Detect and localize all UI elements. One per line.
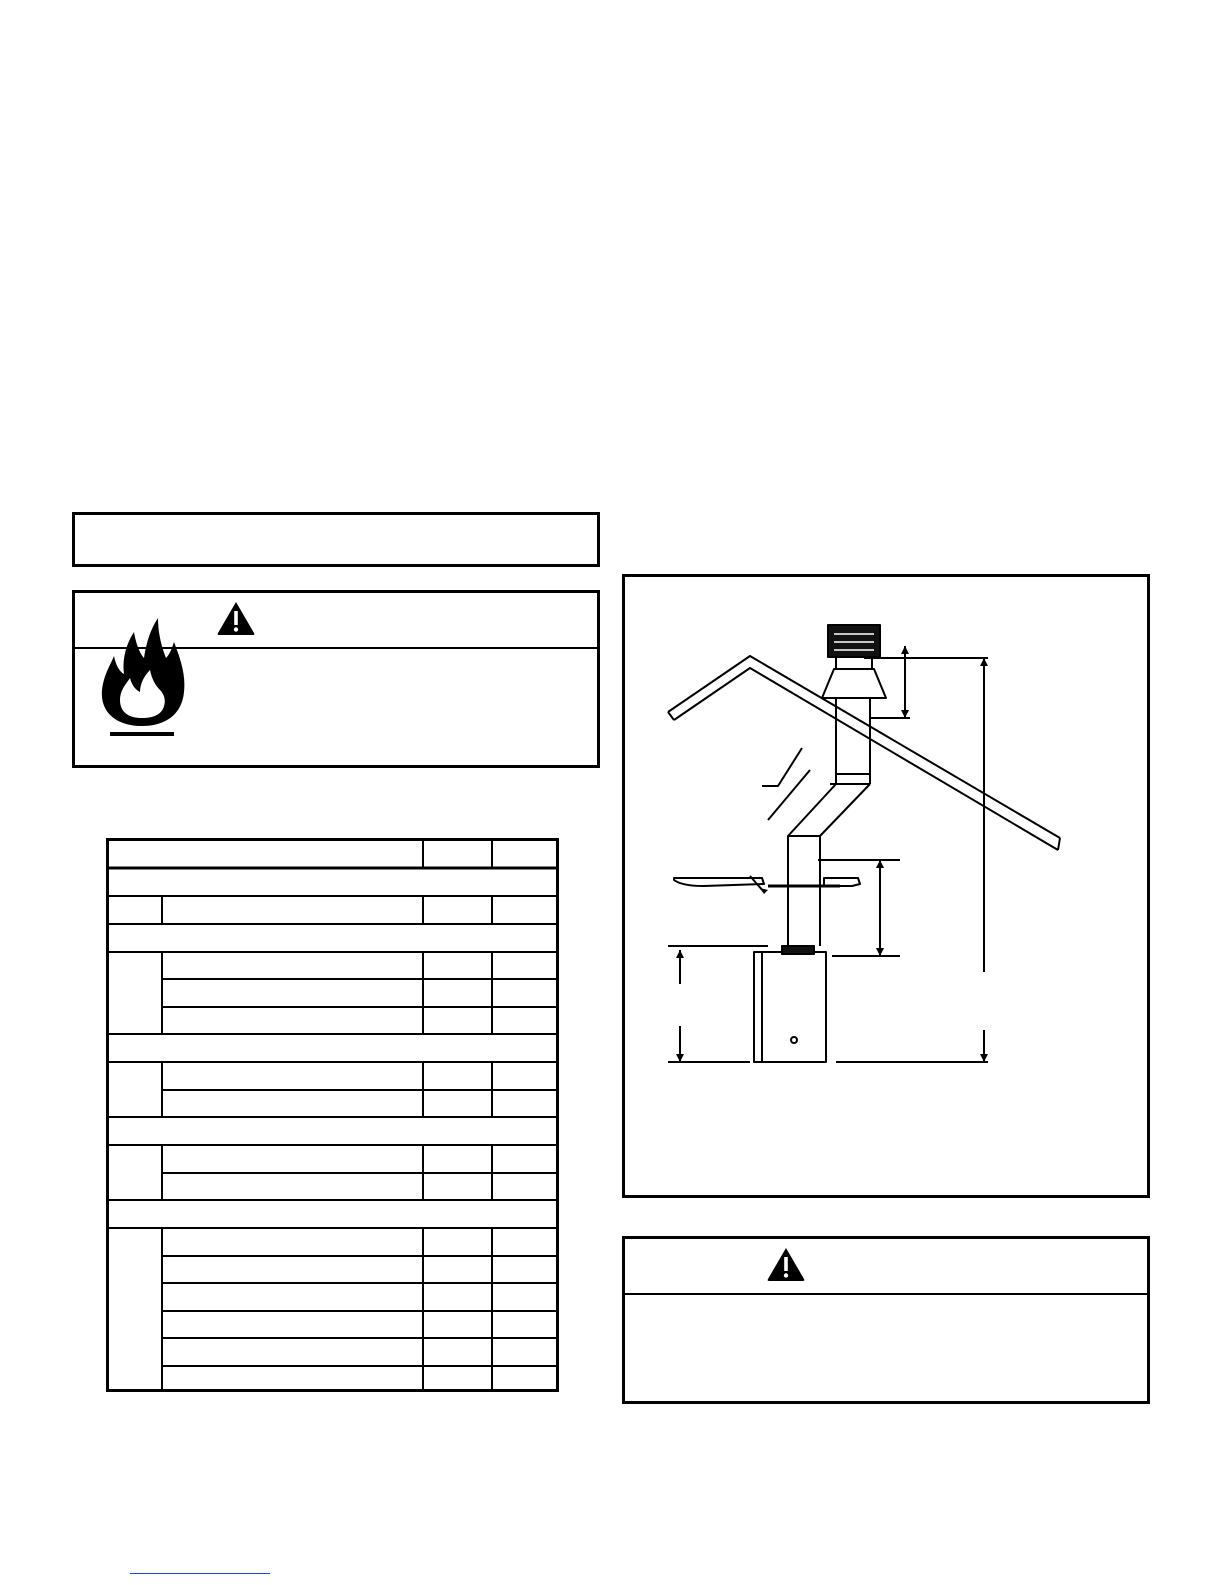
warning-header-divider <box>625 1293 1147 1295</box>
heater-top-vent <box>782 946 814 954</box>
warning-triangle-icon <box>216 600 256 636</box>
venting-diagram <box>622 574 1150 1198</box>
warning-box-bottom <box>622 1236 1150 1404</box>
vent-cap <box>828 625 880 657</box>
table-grid <box>106 838 559 1392</box>
footer-link-underline[interactable] <box>130 1573 270 1574</box>
flame-icon <box>96 614 188 742</box>
note-box <box>72 512 600 567</box>
storm-collar <box>822 669 886 698</box>
warning-triangle-icon <box>766 1246 806 1282</box>
ceiling-left <box>674 878 764 886</box>
heater-body <box>754 952 826 1062</box>
